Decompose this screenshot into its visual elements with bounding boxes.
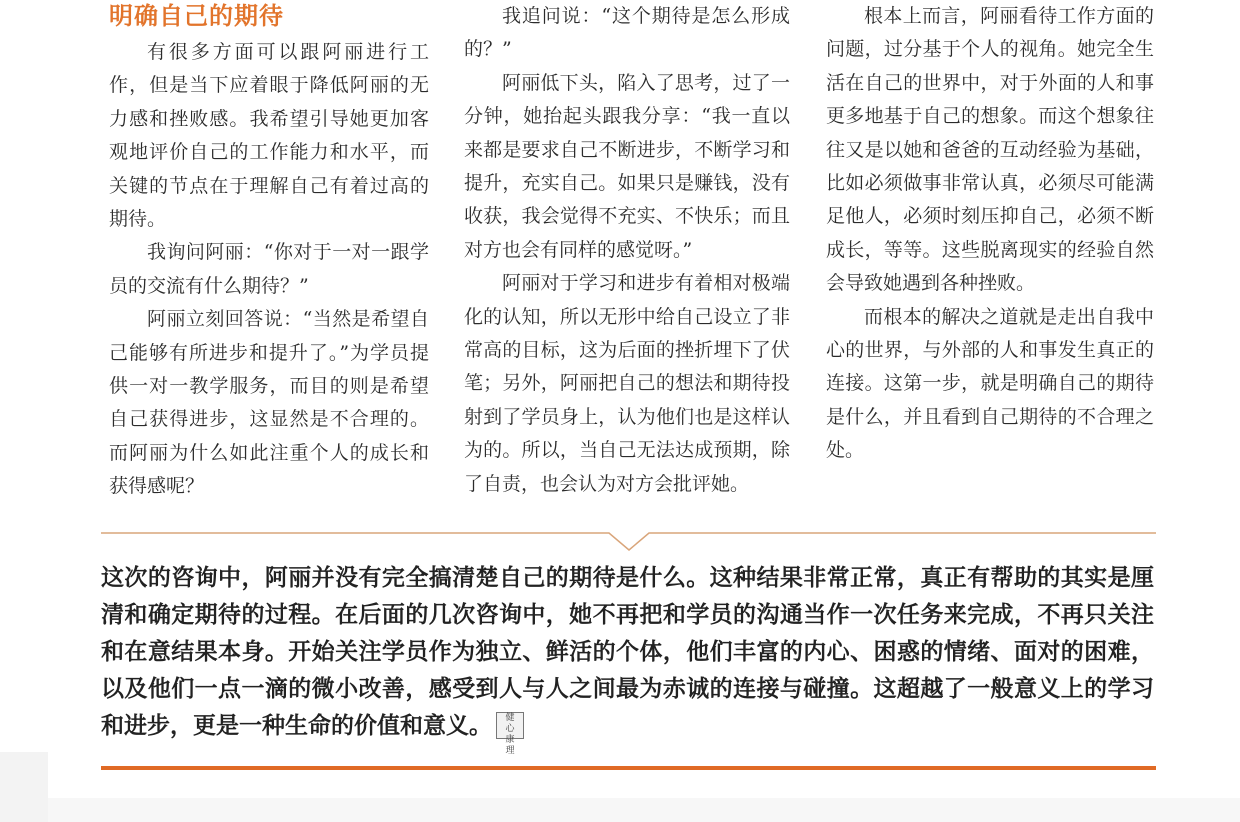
summary-paragraph xyxy=(101,559,1154,756)
magazine-end-mark: 健 心 康 理 xyxy=(496,712,524,739)
summary-text: 这次的咨询中，阿丽并没有完全搞清楚自己的期待是什么。这种结果非常正常，真正有帮助的其实是厘清和确定期待的过程。在后面的几次咨询中，她不再把和学员的沟通当作一次任务来完成，不再只关注和在意结果本身。开始关注学员作为独立、鲜活的个体，他们丰富的内心、困惑的情绪、面对的困难，以及他们一点一滴的微小改善，感受到人与人之间最为赤诚的连接与碰撞。这超越了一般意义上的学习和进步，更是一种生命的价值和意义。 xyxy=(101,564,1154,739)
paragraph: 有很多方面可以跟阿丽进行工作，但是当下应着眼于降低阿丽的无力感和挫败感。我希望引导她更加客观地评价自己的工作能力和水平，而关键的节点在于理解自己有着过高的期待。 xyxy=(109,41,429,231)
paragraph: 而根本的解决之道就是走出自我中心的世界，与外部的人和事发生真正的连接。这第一步，就是明确自己的期待是什么，并且看到自己期待的不合理之处。 xyxy=(826,305,1154,462)
paragraph: 阿丽对于学习和进步有着相对极端化的认知，所以无形中给自己设立了非常高的目标，这为后面的挫折埋下了伏笔；另外，阿丽把自己的想法和期待投射到了学员身上，认为他们也是这样认为的。所以，当自己无法达成预期，除了自责，也会认为对方会批评她。 xyxy=(464,272,790,495)
column-3 xyxy=(826,0,1154,468)
section-heading: 明确自己的期待 xyxy=(109,1,284,30)
bottom-rule xyxy=(101,766,1156,770)
footer-band xyxy=(48,798,1240,822)
paragraph: 阿丽低下头，陷入了思考，过了一分钟，她抬起头跟我分享：“我一直以来都是要求自己不断进步，不断学习和提升，充实自己。如果只是赚钱，没有收获，我会觉得不充实、不快乐；而且对方也会有同样的感觉呀。” xyxy=(464,71,790,261)
paragraph: 我追问说：“这个期待是怎么形成的？” xyxy=(464,5,790,61)
paragraph: 阿丽立刻回答说：“当然是希望自己能够有所进步和提升了。”为学员提供一对一教学服务，而目的则是希望自己获得进步，这显然是不合理的。而阿丽为什么如此注重个人的成长和获得感呢？ xyxy=(109,308,429,498)
paragraph: 我询问阿丽：“你对于一对一跟学员的交流有什么期待？” xyxy=(109,241,429,297)
paragraph: 根本上而言，阿丽看待工作方面的问题，过分基于个人的视角。她完全生活在自己的世界中，对于外面的人和事更多地基于自己的想象。而这个想象往往又是以她和爸爸的互动经验为基础，比如必须做事非常认真，必须尽可能满足他人，必须时刻压抑自己，必须不断成长，等等。这些脱离现实的经验自然会导致她遇到各种挫败。 xyxy=(826,5,1154,295)
column-2 xyxy=(464,0,790,501)
footer-block xyxy=(0,752,48,822)
column-1 xyxy=(109,0,429,504)
